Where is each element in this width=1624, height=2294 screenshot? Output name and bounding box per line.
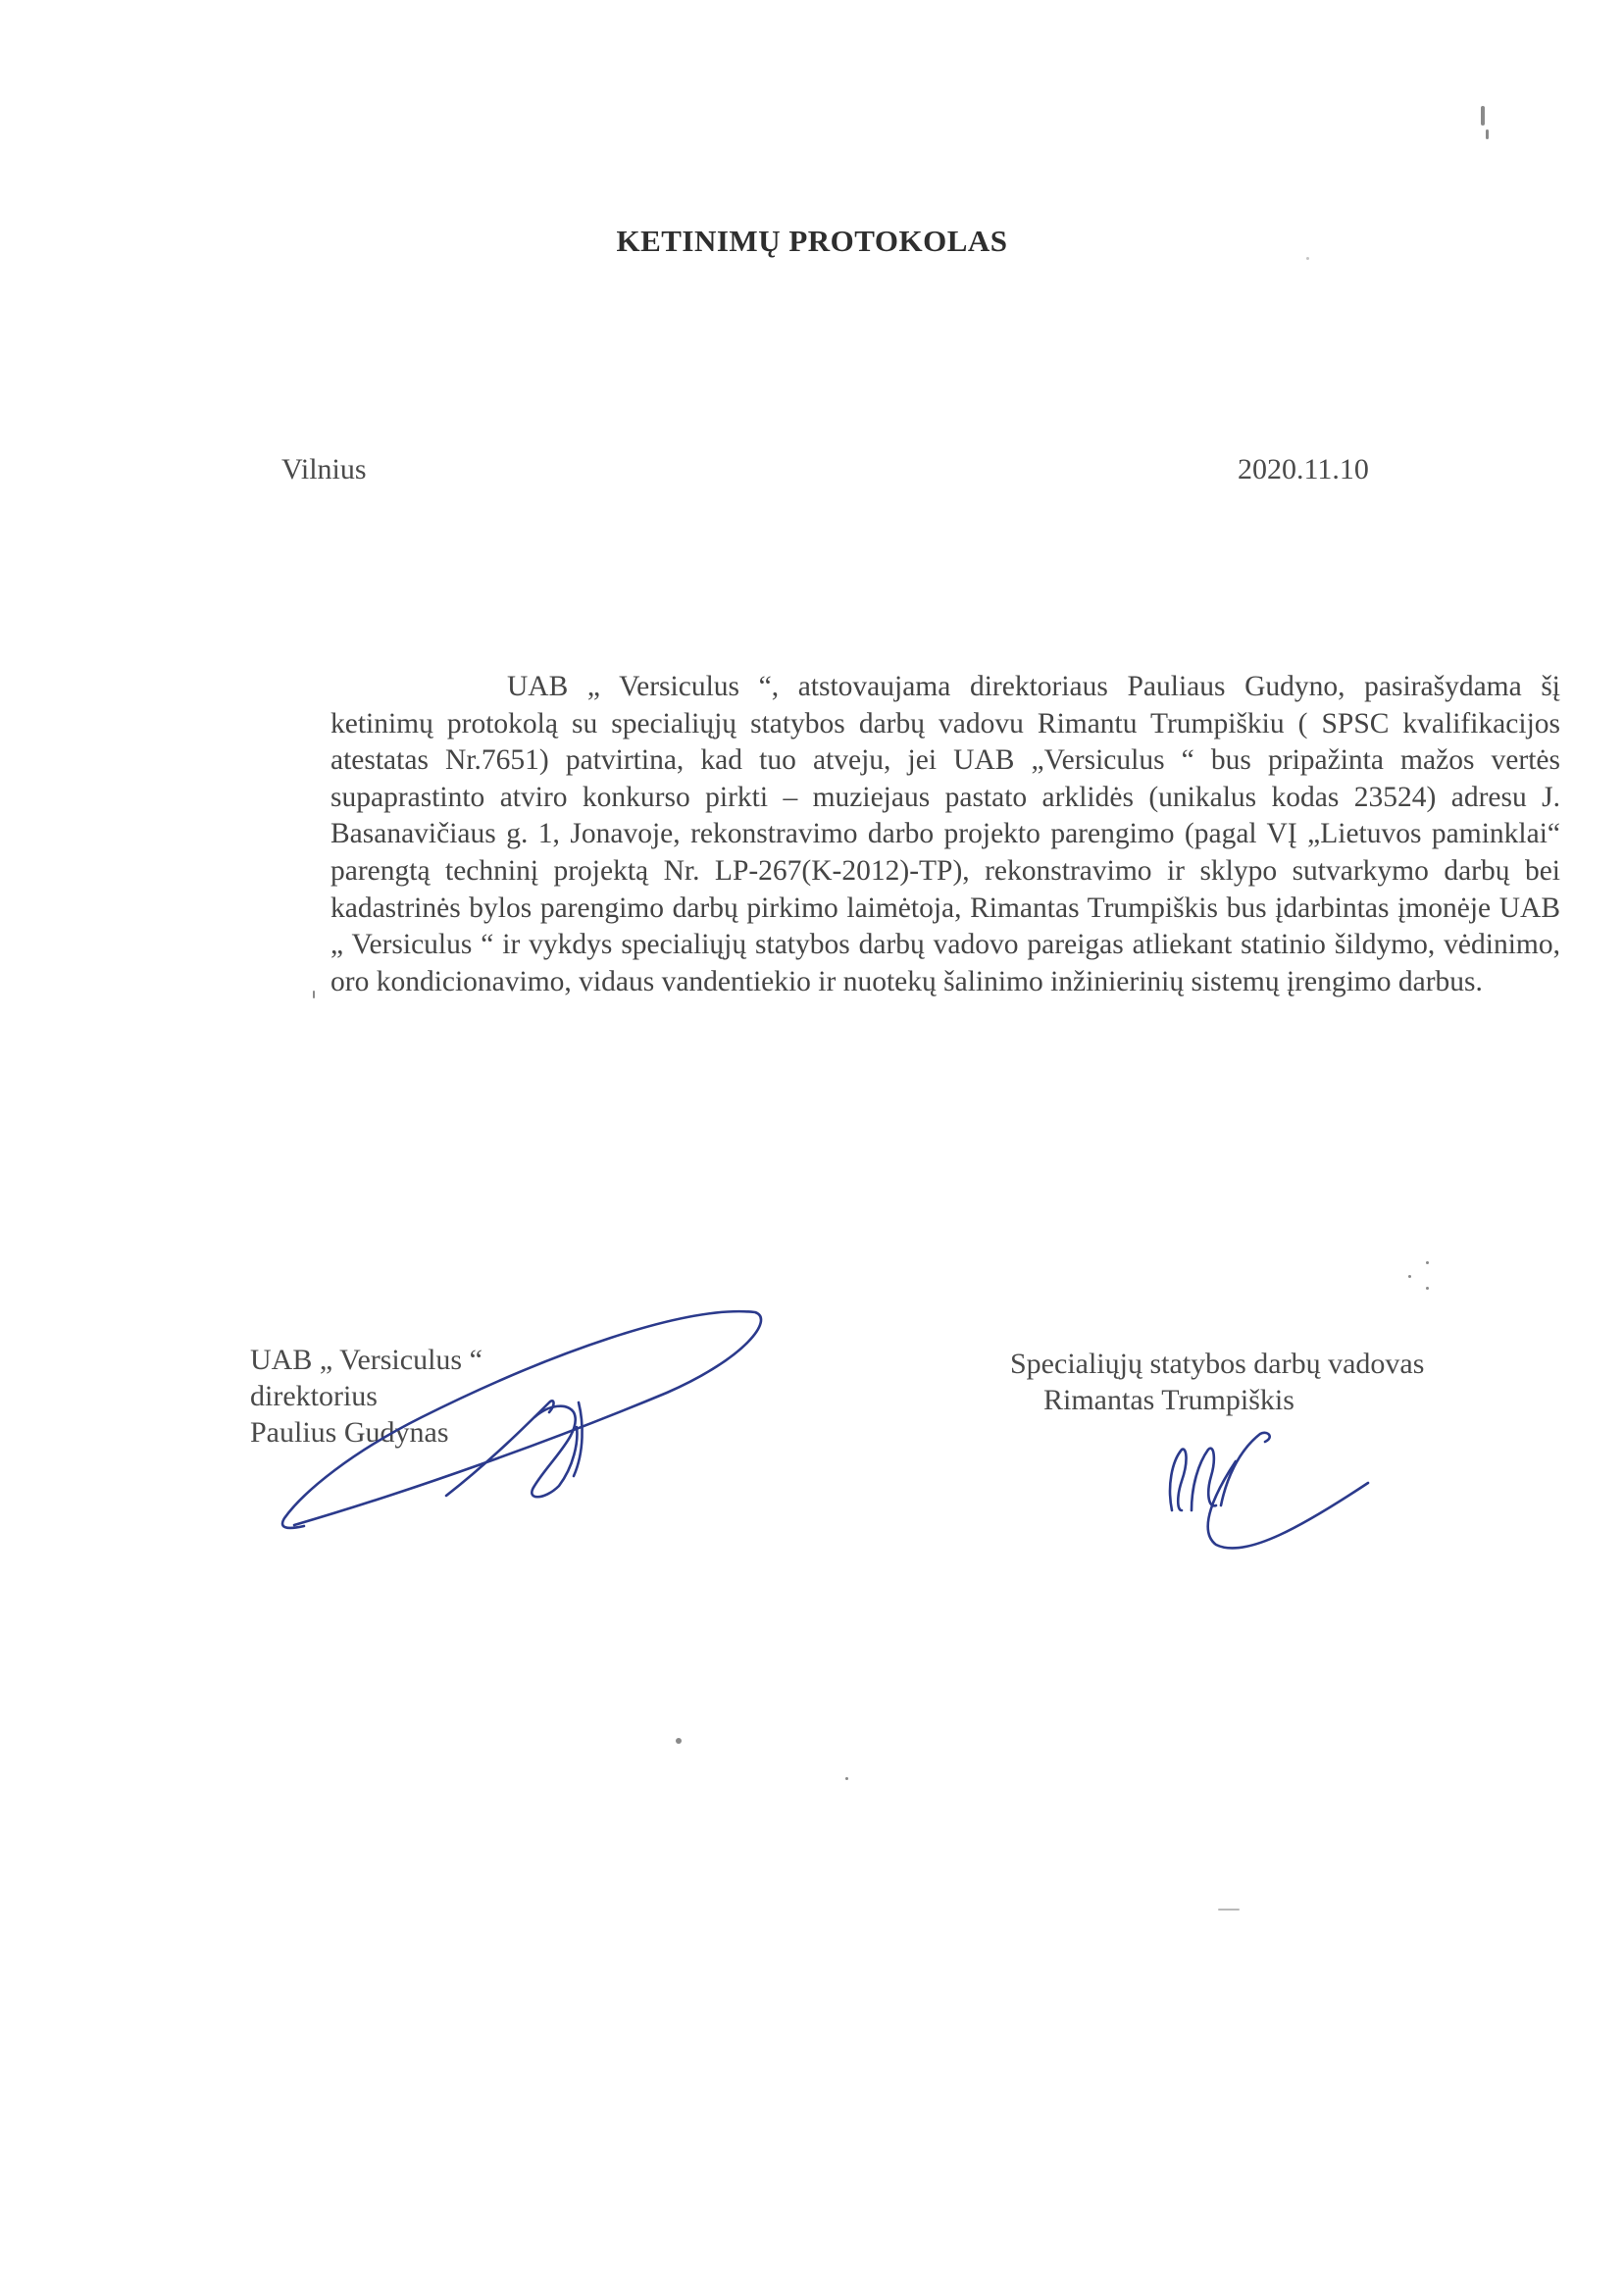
right-signatory-block	[1010, 1346, 1424, 1418]
document-place: Vilnius	[281, 453, 367, 485]
scan-speck	[1218, 1909, 1240, 1911]
scan-speck	[1426, 1287, 1429, 1290]
left-signatory-company: UAB „ Versiculus “	[250, 1344, 482, 1376]
scan-speck	[313, 991, 315, 998]
left-signature-mark	[574, 1402, 583, 1476]
scan-speck	[1481, 106, 1485, 126]
right-signatory-role: Specialiųjų statybos darbų vadovas	[1010, 1348, 1425, 1380]
document-body: UAB „ Versiculus “, atstovaujama direktoriaus Pauliaus Gudyno, pasirašydama šį ketinimų protokolą su specialiųjų statybos darbų vadovu Rimantu Trumpiškiu ( SPSC kvalifikacijos atestatas Nr.7651) patvirtina, kad tuo atveju, jei UAB „Versiculus “ bus pripažinta mažos vertės supaprastinto atviro konkurso pirkti – muziejaus pastato arklidės (unikalus kodas 23524) adresu J. Basanavičiaus g. 1, Jonavoje, rekonstravimo darbo projekto parengimo (pagal VĮ „Lietuvos paminklai“ parengtą techninį projektą Nr. LP-267(K-2012)-TP), rekonstravimo ir sklypo sutvarkymo darbų bei kadastrinės bylos parengimo darbų pirkimo laimėtoja, Rimantas Trumpiškis bus įdarbintas įmonėje UAB „ Versiculus “ ir vykdys specialiųjų statybos darbų vadovo pareigas atliekant statinio šildymo, vėdinimo, oro kondicionavimo, vidaus vandentiekio ir nuotekų šalinimo inžinierinių sistemų įrengimo darbus.	[330, 671, 1560, 997]
scan-speck	[1426, 1261, 1429, 1264]
document-title: KETINIMŲ PROTOKOLAS	[616, 224, 1008, 258]
scan-speck	[1306, 257, 1309, 260]
scan-speck	[845, 1777, 848, 1780]
right-signature-mark	[1208, 1461, 1368, 1549]
scan-speck	[676, 1738, 682, 1744]
scan-speck	[1486, 129, 1489, 139]
left-signatory-role: direktorius	[250, 1380, 378, 1412]
right-signature-mark	[1170, 1450, 1186, 1510]
right-signature-mark	[1221, 1433, 1270, 1505]
scan-speck	[1408, 1275, 1411, 1278]
document-date: 2020.11.10	[1238, 453, 1369, 485]
right-signature-mark	[1192, 1449, 1216, 1510]
left-signature-mark	[532, 1406, 577, 1498]
left-signatory-name: Paulius Gudynas	[250, 1416, 449, 1449]
left-signatory-block	[250, 1342, 482, 1451]
right-signatory-name: Rimantas Trumpiškis	[1043, 1384, 1294, 1416]
